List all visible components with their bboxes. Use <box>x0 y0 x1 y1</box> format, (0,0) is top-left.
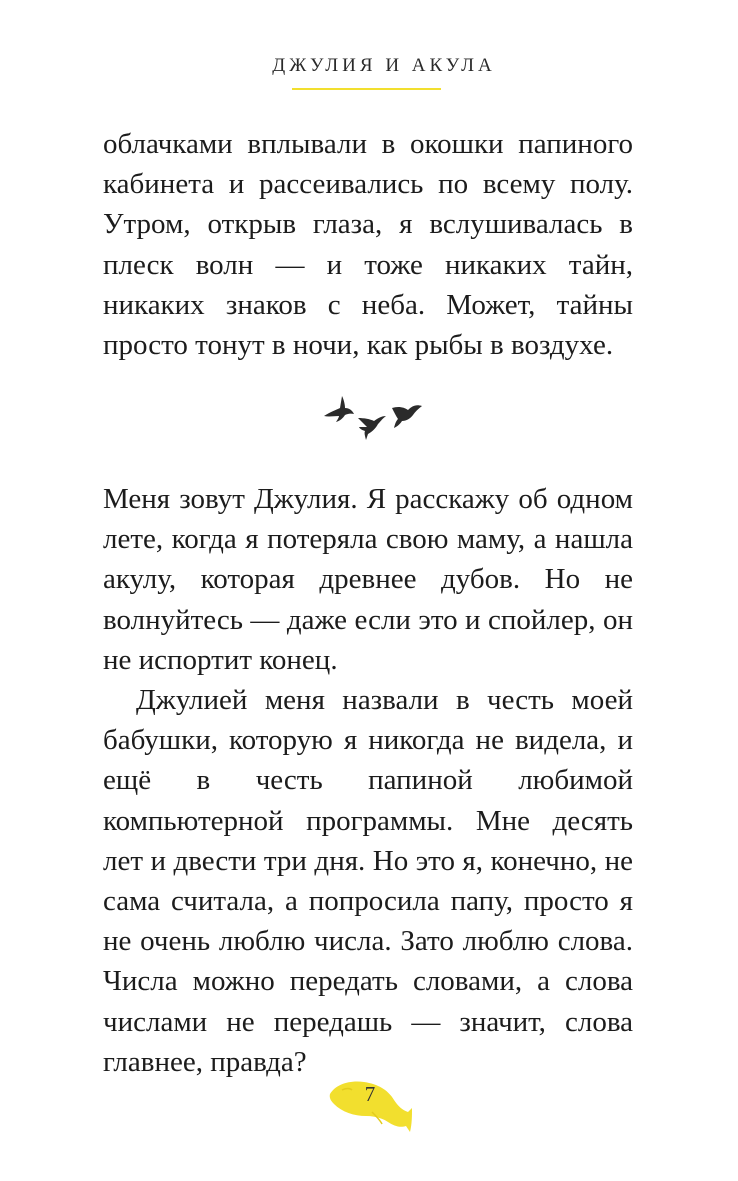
running-title: ДЖУЛИЯ И АКУЛА <box>272 55 496 76</box>
paragraph: облачками вплывали в окошки папиного кабинета и рассеивались по всему полу. Утром, открыв глаза, я вслушивалась в плеск волн — и тоже никаких тайн, никаких знаков с неба. Может, тайны просто тонут в ночи, как рыбы в воздухе. <box>103 128 633 362</box>
three-birds-icon <box>318 388 424 440</box>
paragraph: Меня зовут Джулия. Я расскажу об одном лете, когда я потеряла свою маму, а нашла акулу, которая древнее дубов. Но не волнуйтесь — даже если это и спойлер, он не испортит конец. <box>103 483 633 676</box>
text-block-top <box>103 124 633 365</box>
text-block-bottom <box>103 479 633 1082</box>
running-head <box>0 55 738 77</box>
page-number: 7 <box>364 1082 376 1106</box>
bird-middle-icon <box>358 416 386 440</box>
header-rule <box>292 88 441 90</box>
bird-left-icon <box>324 396 354 422</box>
page-number-badge <box>326 1072 416 1136</box>
bird-right-icon <box>392 405 422 428</box>
paragraph: Джулией меня назвали в честь моей бабушки, которую я никогда не видела, и ещё в честь папиной любимой компьютерной программы. Мне десять лет и двести три дня. Но это я, конечно, не сама считала, а попросила папу, просто я не очень люблю числа. Зато люблю слова. Числа можно передать словами, а слова числами не передашь — значит, слова главнее, правда? <box>103 684 633 1078</box>
